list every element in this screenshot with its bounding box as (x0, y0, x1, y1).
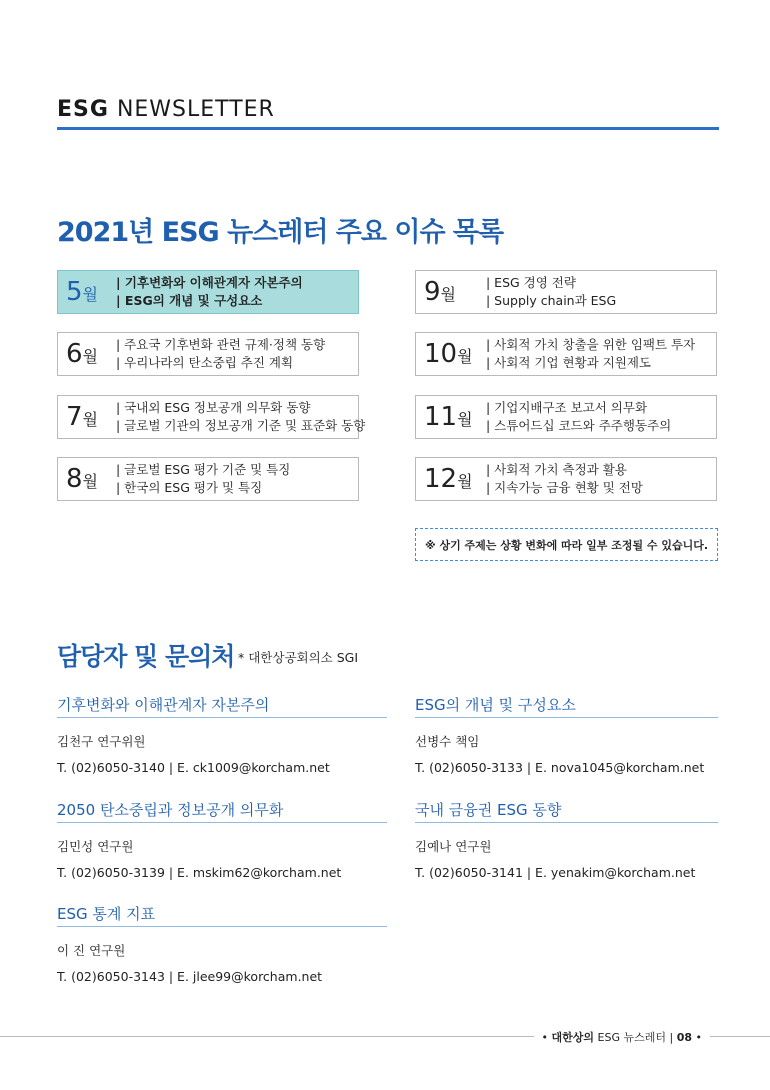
contact-info: T. (02)6050-3139 | E. mskim62@korcham.net (57, 865, 342, 880)
contact-name: 김예나 연구원 (415, 839, 492, 854)
contact-info: T. (02)6050-3133 | E. nova1045@korcham.net (415, 760, 705, 775)
contact-topic: 2050 탄소중립과 정보공개 의무화 (57, 799, 387, 823)
page-title: 2021년 ESG 뉴스레터 주요 이슈 목록 (57, 217, 504, 248)
month-topics: | 국내외 ESG 정보공개 의무화 동향 | 글로벌 기관의 정보공개 기준 및 표준화 동향 (116, 400, 366, 433)
schedule-note: ※ 상기 주제는 상황 변화에 따라 일부 조정될 수 있습니다. (415, 528, 718, 561)
page-footer: • 대한상의 ESG 뉴스레터 | 08 • (534, 1029, 711, 1045)
contact-name: 김민성 연구원 (57, 839, 134, 854)
month-card-6 (57, 332, 359, 376)
contact-person (57, 799, 387, 880)
footer-text: ESG 뉴스레터 (597, 1031, 666, 1044)
header-label: NEWSLETTER (116, 97, 275, 122)
contact-name: 김천구 연구위원 (57, 734, 146, 749)
month-topics: | 글로벌 ESG 평가 기준 및 특징 | 한국의 ESG 평가 및 특징 (116, 462, 291, 495)
month-number: 10월 (424, 339, 473, 369)
contact-info: T. (02)6050-3143 | E. jlee99@korcham.net (57, 969, 323, 984)
month-card-9 (415, 270, 717, 314)
month-card-12 (415, 457, 717, 501)
contacts-title: 담당자 및 문의처 (57, 642, 235, 671)
header-brand: ESG (57, 97, 109, 122)
header-divider (57, 127, 719, 130)
contact-name: 이 진 연구원 (57, 943, 126, 958)
month-topics: | 기후변화와 이해관계자 자본주의 | ESG의 개념 및 구성요소 (116, 275, 303, 308)
contact-person (57, 903, 387, 984)
contact-person (415, 694, 718, 775)
month-topics: | 사회적 가치 창출을 위한 임팩트 투자 | 사회적 기업 현황과 지원제도 (486, 337, 696, 370)
month-topics: | 기업지배구조 보고서 의무화 | 스튜어드십 코드와 주주행동주의 (486, 400, 672, 433)
month-number: 9월 (424, 277, 457, 307)
month-card-7 (57, 395, 366, 439)
contact-info: T. (02)6050-3141 | E. yenakim@korcham.net (415, 865, 696, 880)
month-number: 7월 (66, 402, 99, 432)
footer-publisher: 대한상의 (551, 1031, 595, 1044)
contact-person (57, 694, 387, 775)
month-number: 12월 (424, 464, 473, 494)
page-number: 08 (676, 1031, 692, 1044)
month-number: 6월 (66, 339, 99, 369)
contact-topic: ESG 통계 지표 (57, 903, 387, 927)
contact-name: 선병수 책임 (415, 734, 480, 749)
contact-topic: 국내 금융권 ESG 동향 (415, 799, 718, 823)
month-number: 11월 (424, 402, 473, 432)
month-number: 5월 (66, 277, 99, 307)
month-card-8 (57, 457, 359, 501)
contacts-subtitle: * 대한상공회의소 SGI (238, 650, 359, 665)
month-topics: | 주요국 기후변화 관련 규제·정책 동향 | 우리나라의 탄소중립 추진 계획 (116, 337, 326, 370)
month-card-10 (415, 332, 717, 376)
newsletter-header (57, 97, 275, 122)
contact-topic: ESG의 개념 및 구성요소 (415, 694, 718, 718)
contact-person (415, 799, 718, 880)
month-card-11 (415, 395, 717, 439)
contact-topic: 기후변화와 이해관계자 자본주의 (57, 694, 387, 718)
month-topics: | ESG 경영 전략 | Supply chain과 ESG (486, 275, 617, 308)
contact-info: T. (02)6050-3140 | E. ck1009@korcham.net (57, 760, 330, 775)
month-topics: | 사회적 가치 측정과 활용 | 지속가능 금융 현황 및 전망 (486, 462, 643, 495)
month-card-5 (57, 270, 359, 314)
month-number: 8월 (66, 464, 99, 494)
